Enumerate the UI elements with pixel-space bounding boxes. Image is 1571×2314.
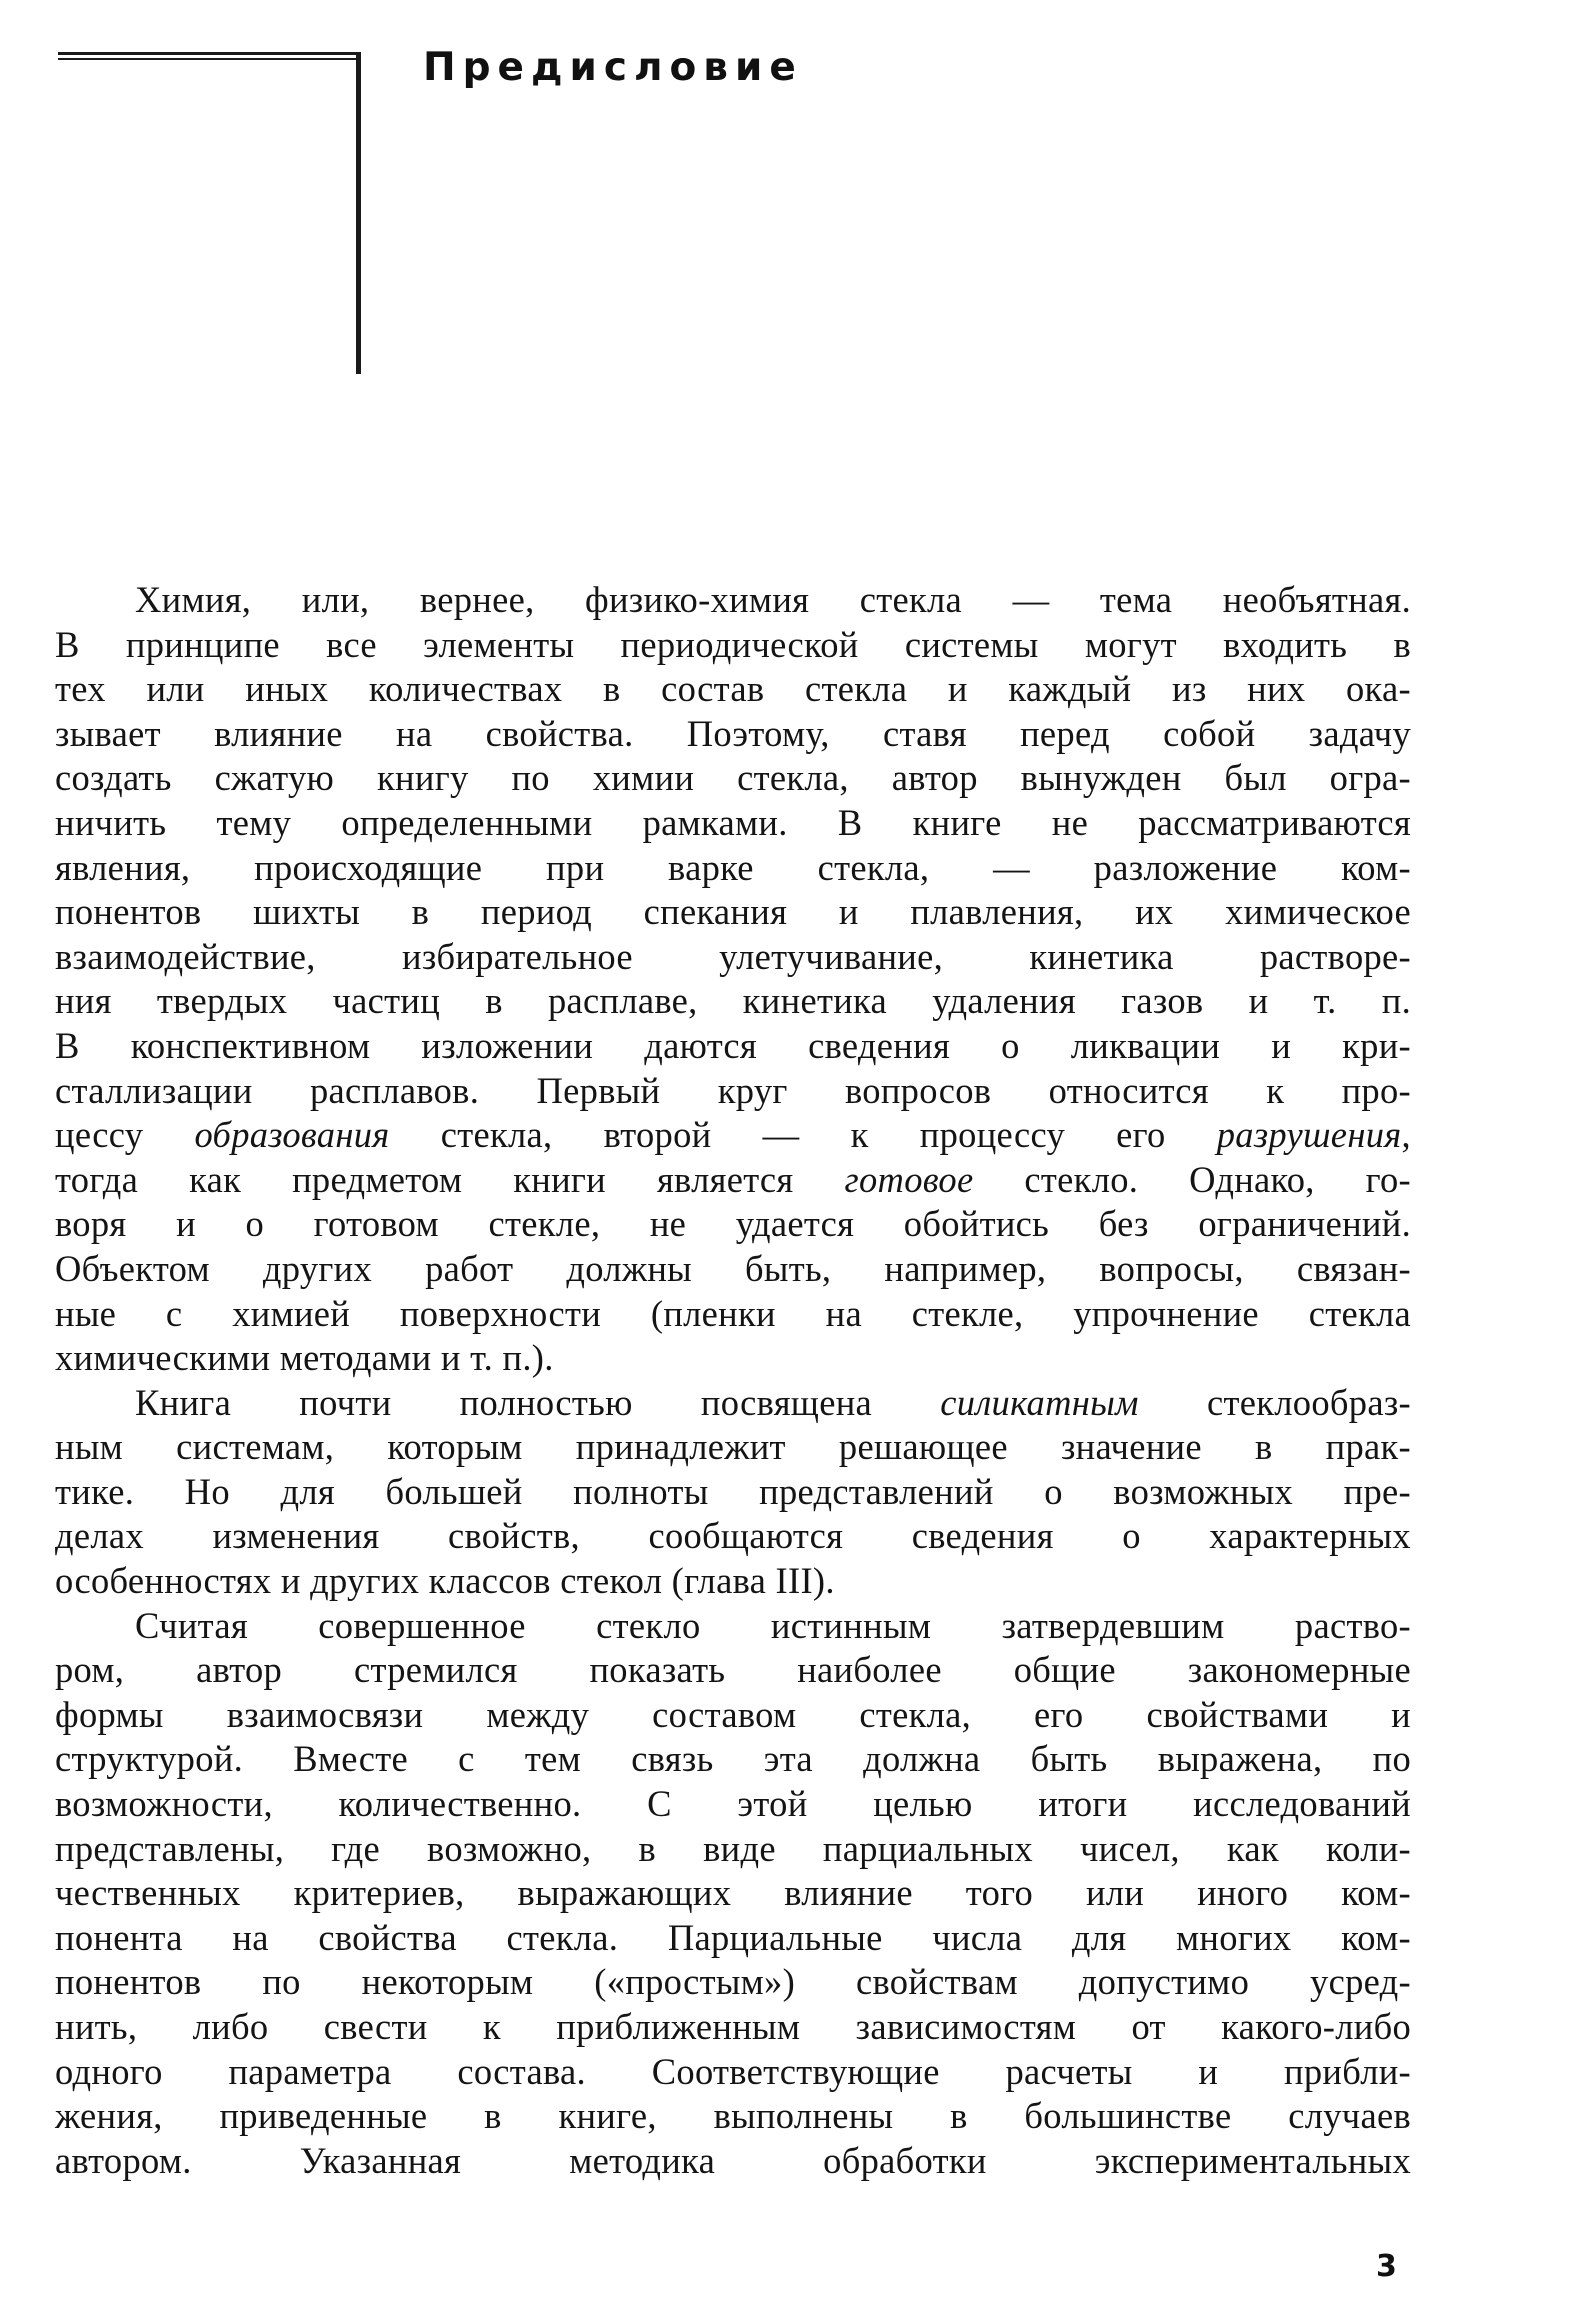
text-line: создать сжатую книгу по химии стекла, автор вынужден был огра- (55, 757, 1411, 799)
italic-term: готовое (844, 1158, 974, 1200)
text-line: особенностях и других классов стекол (глава III). (55, 1560, 835, 1602)
italic-term: разрушения (1216, 1114, 1402, 1156)
body-text (55, 578, 1411, 2183)
text-line: Считая совершенное стекло истинным затвердевшим раство- (135, 1604, 1411, 1646)
text-line: Книга почти полностью посвящена силикатным стеклообраз- (135, 1381, 1411, 1423)
text-line: Химия, или, вернее, физико-химия стекла — тема необъятная. (135, 579, 1411, 620)
text-line: явления, происходящие при варке стекла, — разложение ком- (55, 846, 1411, 888)
text-line: представлены, где возможно, в виде парциальных чисел, как коли- (55, 1827, 1411, 1869)
text-line: ничить тему определенными рамками. В книге не рассматриваются (55, 801, 1411, 843)
text-line: нить, либо свести к приближенным зависимостям от какого-либо (55, 2006, 1411, 2047)
text-line: тике. Но для большей полноты представлений о возможных пре- (55, 1470, 1411, 1512)
text-line: цессу образования стекла, второй — к процессу его разрушения, (55, 1114, 1411, 1156)
text-line: структурой. Вместе с тем связь эта должна быть выражена, по (55, 1738, 1411, 1780)
italic-term: силикатным (940, 1381, 1139, 1423)
text-line: ния твердых частиц в расплаве, кинетика удаления газов и т. п. (55, 980, 1411, 1022)
text-line: ром, автор стремился показать наиболее общие закономерные (55, 1649, 1411, 1691)
text-line: понентов по некоторым («простым») свойствам допустимо усред- (55, 1961, 1411, 2003)
paragraph (55, 1381, 1411, 1604)
text-line: ным системам, которым принадлежит решающее значение в прак- (55, 1426, 1411, 1468)
corner-rule-vertical (356, 52, 361, 374)
text-line: В принципе все элементы периодической системы могут входить в (55, 623, 1411, 665)
text-line: зывает влияние на свойства. Поэтому, ставя перед собой задачу (55, 712, 1411, 754)
text-line: понентов шихты в период спекания и плавления, их химическое (55, 891, 1411, 933)
text-line: тогда как предметом книги является готовое стекло. Однако, го- (55, 1158, 1412, 1200)
text-line: одного параметра состава. Соответствующие расчеты и прибли- (55, 2050, 1411, 2092)
page-number: 3 (1376, 2249, 1397, 2284)
italic-term: образования (194, 1114, 390, 1156)
text-line: взаимодействие, избирательное улетучивание, кинетика растворе- (55, 935, 1411, 977)
text-line: формы взаимосвязи между составом стекла, его свойствами и (55, 1693, 1411, 1735)
text-line: В конспективном изложении даются сведения о ликвации и кри- (55, 1024, 1411, 1066)
text-line: химическими методами и т. п.). (55, 1337, 554, 1379)
paragraph (55, 578, 1411, 1381)
corner-rule-horizontal (58, 52, 360, 60)
text-line: жения, приведенные в книге, выполнены в большинстве случаев (55, 2095, 1411, 2137)
chapter-title: Предисловие (423, 45, 803, 90)
text-line: воря и о готовом стекле, не удается обойтись без ограничений. (55, 1203, 1411, 1245)
text-line: возможности, количественно. С этой целью итоги исследований (55, 1783, 1411, 1825)
text-line: понента на свойства стекла. Парциальные числа для многих ком- (55, 1916, 1411, 1958)
text-line: Объектом других работ должны быть, например, вопросы, связан- (55, 1247, 1411, 1289)
text-line: делах изменения свойств, сообщаются сведения о характерных (55, 1515, 1411, 1557)
text-line: сталлизации расплавов. Первый круг вопросов относится к про- (55, 1069, 1411, 1111)
text-line: ные с химией поверхности (пленки на стекле, упрочнение стекла (55, 1292, 1411, 1334)
text-line: чественных критериев, выражающих влияние того или иного ком- (55, 1872, 1411, 1914)
text-line: автором. Указанная методика обработки экспериментальных (55, 2139, 1411, 2181)
text-line: тех или иных количествах в состав стекла и каждый из них ока- (55, 668, 1411, 710)
paragraph (55, 1604, 1411, 2184)
